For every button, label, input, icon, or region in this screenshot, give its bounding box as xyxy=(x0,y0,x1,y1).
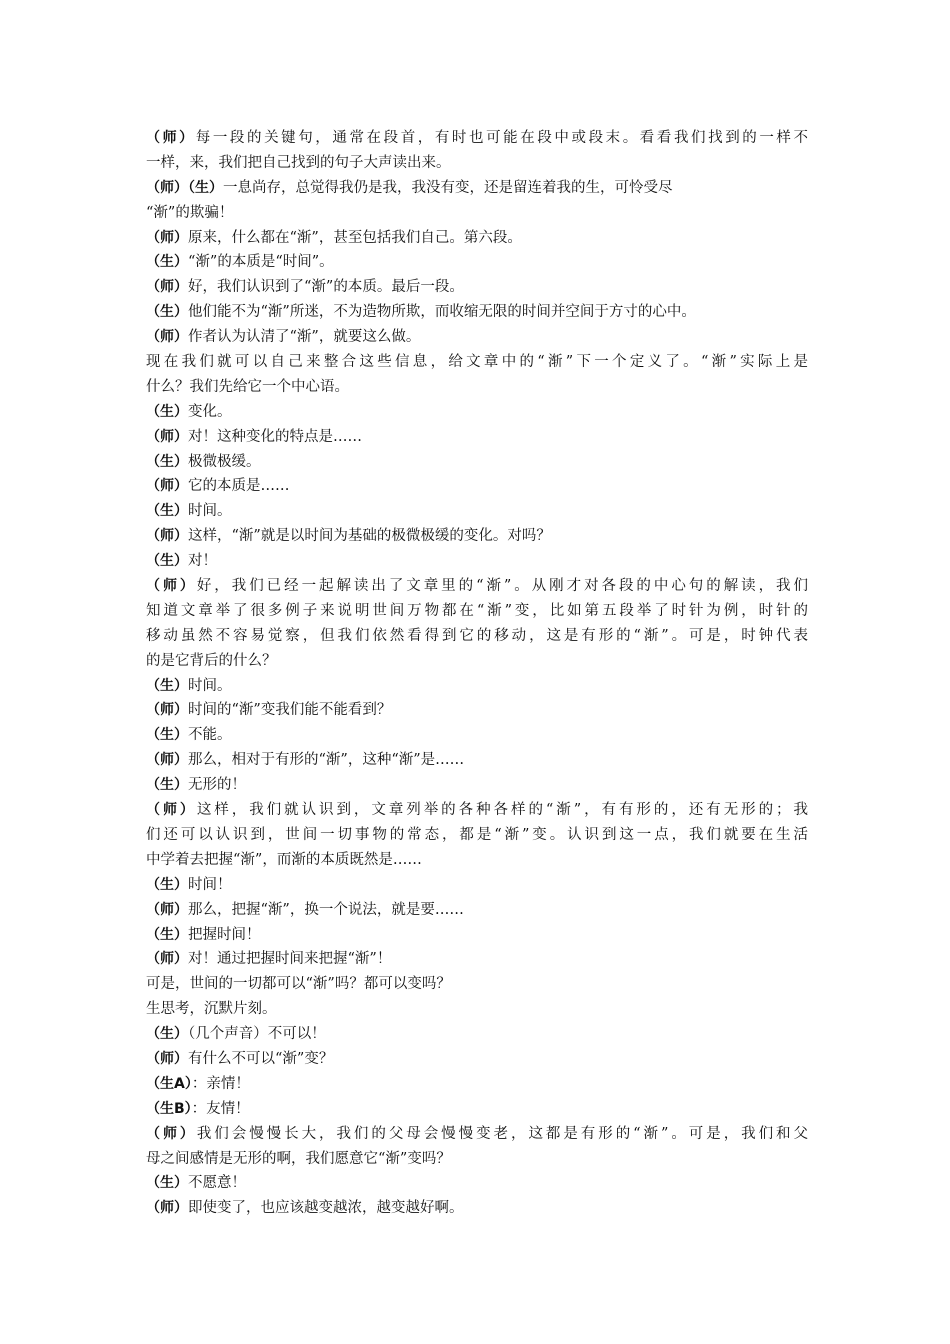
line-text: 生思考，沉默片刻。 xyxy=(146,1001,277,1018)
speaker-tag: （师） xyxy=(146,528,188,545)
line-text: 母之间感情是无形的啊，我们愿意它“渐”变吗？ xyxy=(146,1150,451,1167)
transcript-line xyxy=(146,151,808,176)
speaker-tag: （师） xyxy=(146,578,197,595)
transcript-line xyxy=(146,723,808,748)
line-text: 每一段的关键句，通常在段首，有时也可能在段中或段末。看看我们找到的一样不 xyxy=(195,130,808,146)
line-text: 时间。 xyxy=(188,503,232,520)
line-text: 好，我们已经一起解读出了文章里的“渐”。从刚才对各段的中心句的解读，我们 xyxy=(196,578,808,595)
transcript-line xyxy=(146,997,808,1022)
transcript-line xyxy=(146,574,808,599)
line-text: 的是它背后的什么？ xyxy=(146,652,277,669)
line-text: 时间！ xyxy=(188,876,232,893)
speaker-tag: （师） xyxy=(146,752,188,769)
transcript-line xyxy=(146,1147,808,1172)
line-text: 不能。 xyxy=(188,727,232,744)
speaker-tag: （师） xyxy=(146,1200,188,1217)
transcript-line xyxy=(146,1022,808,1047)
speaker-tag: （师） xyxy=(146,478,188,495)
speaker-tag: （生） xyxy=(146,254,188,271)
line-text: 变化。 xyxy=(188,403,232,420)
transcript-line xyxy=(146,624,808,649)
speaker-tag: （师） xyxy=(146,1050,188,1067)
line-text: 现在我们就可以自己来整合这些信息，给文章中的“渐”下一个定义了。“渐”实际上是 xyxy=(146,354,808,371)
line-text: 我们会慢慢长大，我们的父母会慢慢变老，这都是有形的“渐”。可是，我们和父 xyxy=(196,1125,808,1142)
transcript-line xyxy=(146,126,808,151)
line-text: 什么？我们先给它一个中心语。 xyxy=(146,378,349,395)
speaker-tag: （生） xyxy=(146,777,188,794)
line-text: 它的本质是…… xyxy=(188,478,290,495)
line-text: 那么，把握“渐”，换一个说法，就是要…… xyxy=(188,901,464,918)
transcript-line xyxy=(146,873,808,898)
line-text: 一息尚存，总觉得我仍是我，我没有变，还是留连着我的生，可怜受尽 xyxy=(223,179,673,196)
line-text: 即使变了，也应该越变越浓，越变越好啊。 xyxy=(188,1200,464,1217)
speaker-tag: （师） xyxy=(146,702,188,719)
speaker-tag: （生） xyxy=(146,1026,188,1043)
line-text: 一样，来，我们把自己找到的句子大声读出来。 xyxy=(146,154,451,171)
transcript-line xyxy=(146,524,808,549)
speaker-tag: （师） xyxy=(146,802,197,819)
transcript-line xyxy=(146,1047,808,1072)
transcript-line xyxy=(146,325,808,350)
transcript-line xyxy=(146,947,808,972)
speaker-tag: （师） xyxy=(146,279,188,296)
speaker-tag: （生） xyxy=(146,876,188,893)
speaker-tag: （生） xyxy=(146,553,188,570)
transcript-line xyxy=(146,698,808,723)
speaker-tag: （生） xyxy=(146,727,188,744)
line-text: 有什么不可以“渐”变？ xyxy=(188,1050,334,1067)
transcript-line xyxy=(146,250,808,275)
speaker-tag: （师） xyxy=(146,951,188,968)
transcript-line xyxy=(146,1171,808,1196)
line-text: 不愿意！ xyxy=(188,1175,246,1192)
speaker-tag: （生） xyxy=(146,503,188,520)
transcript-line xyxy=(146,599,808,624)
transcript-line xyxy=(146,649,808,674)
line-text: ：亲情！ xyxy=(191,1075,250,1092)
transcript-line xyxy=(146,275,808,300)
speaker-tag: （生A） xyxy=(146,1075,192,1092)
line-text: 那么，相对于有形的“渐”，这种“渐”是…… xyxy=(188,752,465,769)
transcript-line xyxy=(146,823,808,848)
line-text: “渐”的本质是“时间”。 xyxy=(188,254,334,271)
transcript-line xyxy=(146,549,808,574)
speaker-tag: （生B） xyxy=(146,1100,192,1117)
line-text: 可是，世间的一切都可以“渐”吗？都可以变吗？ xyxy=(146,976,451,993)
line-text: 知道文章举了很多例子来说明世间万物都在“渐”变，比如第五段举了时针为例，时针的 xyxy=(146,602,808,619)
transcript-line xyxy=(146,898,808,923)
line-text: 好，我们认识到了“渐”的本质。最后一段。 xyxy=(188,279,464,296)
transcript-line xyxy=(146,1196,808,1221)
line-text: 对！这种变化的特点是…… xyxy=(188,428,362,445)
line-text: 移动虽然不容易觉察，但我们依然看得到它的移动，这是有形的“渐”。可是，时钟代表 xyxy=(146,627,808,644)
transcript-line xyxy=(146,450,808,475)
line-text: 把握时间！ xyxy=(188,926,261,943)
line-text: 原来，什么都在“渐”，甚至包括我们自己。第六段。 xyxy=(188,229,522,246)
line-text: 们还可以认识到，世间一切事物的常态，都是“渐”变。认识到这一点，我们就要在生活 xyxy=(146,826,808,843)
line-text: （几个声音）不可以！ xyxy=(188,1026,326,1043)
transcript-line xyxy=(146,674,808,699)
transcript-line xyxy=(146,1097,808,1122)
transcript-line xyxy=(146,923,808,948)
transcript-line xyxy=(146,201,808,226)
speaker-tag: （生） xyxy=(146,403,188,420)
transcript-line xyxy=(146,226,808,251)
line-text: 无形的！ xyxy=(188,777,246,794)
speaker-tag: （生） xyxy=(146,926,188,943)
transcript-line xyxy=(146,773,808,798)
speaker-tag: （师） xyxy=(146,1125,197,1142)
transcript-line xyxy=(146,1072,808,1097)
speaker-tag: （师） xyxy=(146,130,196,146)
line-text: 时间。 xyxy=(188,677,232,694)
speaker-tag: （师） xyxy=(146,901,188,918)
speaker-tag: （师） xyxy=(146,229,188,246)
speaker-tag: （师） xyxy=(146,329,188,346)
line-text: 这样，“渐”就是以时间为基础的极微极缓的变化。对吗？ xyxy=(188,528,551,545)
line-text: 中学着去把握“渐”，而渐的本质既然是…… xyxy=(146,851,422,868)
line-text: 对！通过把握时间来把握“渐”！ xyxy=(188,951,392,968)
line-text: 极微极缓。 xyxy=(188,453,261,470)
transcript-line xyxy=(146,848,808,873)
document-body xyxy=(146,126,808,1221)
line-text: 对！ xyxy=(188,553,217,570)
speaker-tag: （师） xyxy=(146,428,188,445)
line-text: “渐”的欺骗！ xyxy=(146,204,234,221)
line-text: 作者认为认清了“渐”，就要这么做。 xyxy=(188,329,421,346)
transcript-line xyxy=(146,300,808,325)
transcript-line xyxy=(146,176,808,201)
line-text: ：友情！ xyxy=(191,1100,250,1117)
transcript-line xyxy=(146,748,808,773)
transcript-line xyxy=(146,1122,808,1147)
transcript-line xyxy=(146,798,808,823)
speaker-tag: （生） xyxy=(146,453,188,470)
speaker-tag: （生） xyxy=(146,1175,188,1192)
transcript-line xyxy=(146,425,808,450)
speaker-tag: （生） xyxy=(146,677,188,694)
transcript-line xyxy=(146,972,808,997)
line-text: 时间的“渐”变我们能不能看到？ xyxy=(188,702,392,719)
transcript-line xyxy=(146,375,808,400)
line-text: 这样，我们就认识到，文章列举的各种各样的“渐”，有有形的，还有无形的；我 xyxy=(196,802,808,819)
transcript-line xyxy=(146,400,808,425)
transcript-line xyxy=(146,350,808,375)
transcript-line xyxy=(146,499,808,524)
transcript-line xyxy=(146,474,808,499)
speaker-tag: （师）（生） xyxy=(146,179,223,196)
speaker-tag: （生） xyxy=(146,304,188,321)
line-text: 他们能不为“渐”所迷，不为造物所欺，而收缩无限的时间并空间于方寸的心中。 xyxy=(188,304,696,321)
